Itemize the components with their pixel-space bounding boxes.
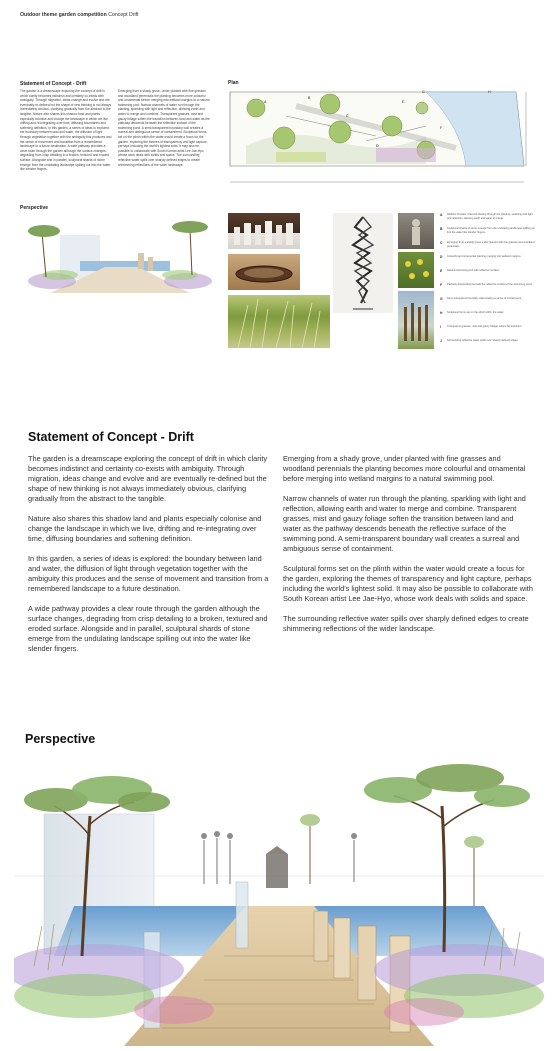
key-text: Pathway descending beneath the reflective surface of the swimming pond.: [447, 283, 533, 286]
key-letter: G: [440, 297, 443, 301]
key-letter: F: [440, 283, 443, 287]
thumb-sketch-svg: [20, 215, 220, 295]
thumb-statement-col2: Emerging from a shady grove, under planted with fine grasses and woodland perennials the planting becomes more colourful and ornamental before merging into wetland margins to a natural swimming pool. Narrow channels of water run through the planting, sparkling with light and reflection, allowing earth and water to merge and combine. Transparent grasses, mist and gauzy foliage soften the transition between land and water as the pathway descends beneath the reflective surface of the swimming pond. A semi-transparent boundary wall creates a surreal and ambiguous sense of containment. Sculptural forms set on the plinth within the water would create a focus for the garden, exploring the themes of transparency and light capture, perhaps including the world's lightest solid. It may also be possible to collaborate with South Korean artist Lee Jae-Hyo, whose work deals with solids and space. The surrounding reflective water spills over sharply defined edges to create shimmering reflections of the wider landscape.: [118, 89, 210, 167]
key-letter: A: [440, 213, 443, 217]
figure-svg: [398, 213, 434, 249]
statement-left-column: [28, 454, 273, 664]
statement-paragraph: The garden is a dreamscape exploring the concept of drift in which clarity becomes indistinct and certainty co-exists with ambiguity. Through migration, ideas change and evolve and are eventually re-defined but the shape of new thinking is not always immediately obvious, clarifying gradually from the abstract to the tangible.: [28, 454, 268, 503]
key-letter: D: [440, 255, 443, 259]
thumb-perspective-title: Perspective: [20, 205, 49, 211]
photo-posts: [398, 291, 434, 349]
header-title: Concept Drift: [108, 12, 139, 18]
page-header: [20, 12, 138, 18]
statement-paragraph: The surrounding reflective water spills over sharply defined edges to create shimmering reflections of the wider landscape.: [283, 614, 529, 633]
plan-drawing: [226, 86, 532, 196]
photo-ring-sculpture: [228, 254, 300, 290]
perspective-illustration: [14, 756, 544, 1046]
plan-label: D: [376, 144, 379, 148]
photo-key-list: [440, 213, 545, 353]
statement-paragraph: Emerging from a shady grove, under planted with fine grasses and woodland perennials the planting becomes more colourful and ornamental before merging into wetland margins to a natural swimming pool.: [283, 454, 526, 483]
flowers-svg: [398, 252, 434, 288]
statement-paragraph: In this garden, a series of ideas is explored: the boundary between land and water, the diffusion of light through vegetation together with the ambiguity this produces and the sense of movement and transition from a remembered landscape to a future destination.: [28, 554, 269, 593]
plan-label: G: [422, 90, 425, 94]
shards-svg: [228, 213, 300, 249]
ring-svg: [228, 254, 300, 290]
key-letter: E: [440, 269, 443, 273]
key-text: Sculptural shards of stone emerge from the undulating landscape spilling out into the water like slender fingers.: [447, 227, 535, 234]
key-text: Semi-transparent boundary wall creating a sense of containment.: [447, 297, 522, 300]
photo-stone-shards: [228, 213, 300, 249]
statement-title: Statement of Concept - Drift: [28, 430, 194, 444]
key-text: Surrounding reflective water spills over sharply defined edges.: [447, 339, 519, 342]
key-text: Shallow rill water channels flowing through the planting, sparkling with light and reflection, allowing earth and water to merge.: [447, 213, 533, 220]
thumb-plan-title: Plan: [228, 80, 239, 86]
plan-svg: [226, 86, 532, 196]
key-letter: C: [440, 241, 443, 245]
key-letter: J: [440, 339, 442, 343]
plan-label: E: [402, 100, 405, 104]
perspective-svg: [14, 756, 544, 1046]
thumb-statement-col1: The garden is a dreamscape exploring the concept of drift in which clarity becomes indistinct and certainty co-exists with ambiguity. Through migration, ideas change and evolve and are eventually re-defined but the shape of new thinking is not always immediately obvious, clarifying gradually from the abstract to the tangible. Nature also shares this shadow land and plants especially colonise and change the landscape in which we live, drifting and re-integrating over time, diffusing boundaries and softening definition. In this garden, a series of ideas is explored: the boundary between land and water, the diffusion of light through vegetation together with the ambiguity this produces and the sense of movement and transition from a remembered landscape to a future destination. A wide pathway provides a clear route through the garden although the surface changes, degrading from crisp detailing to a broken, textured and eroded surface. Alongside and in parallel, sculptural shards of stone emerge from the undulating landscape spilling out into the water like slender fingers.: [20, 89, 112, 172]
key-text: Colourful and ornamental planting merging into wetland margins.: [447, 255, 522, 258]
statement-paragraph: A wide pathway provides a clear route through the garden although the surface changes, degrading from crisp detailing to a broken, textured and eroded surface. Alongside and in parallel, sculptural shards of stone emerge from the undulating landscape spilling out into the water like slender fingers.: [28, 604, 268, 653]
statement-right-column: [283, 454, 533, 644]
plan-label: F: [440, 126, 443, 130]
photo-figure: [398, 213, 434, 249]
perspective-title: Perspective: [25, 732, 96, 746]
key-text: Sculptural forms set on the plinth within the water.: [447, 311, 505, 314]
plan-label: A: [264, 100, 267, 104]
photo-flowers: [398, 252, 434, 288]
photo-chain-sculpture: [333, 213, 393, 313]
thumb-perspective-sketch: [20, 215, 220, 295]
statement-paragraph: Narrow channels of water run through the planting, sparkling with light and reflection, allowing earth and water to merge and combine. Transparent grasses, mist and gauzy foliage soften the transition between land and water as the pathway descends beneath the reflective surface of the swimming pond. A semi-transparent boundary wall creates a surreal and ambiguous sense of containment.: [283, 494, 526, 553]
key-letter: B: [440, 227, 443, 231]
grass-svg: [228, 295, 330, 348]
plan-label: C: [346, 114, 349, 118]
chain-svg: [333, 213, 393, 313]
key-letter: I: [440, 325, 441, 329]
thumb-statement-title: Statement of Concept - Drift: [20, 81, 87, 87]
key-text: Emerging from a shady grove under planted with fine grasses and woodland perennials.: [447, 241, 535, 248]
header-prefix: Outdoor theme garden competition: [20, 12, 107, 18]
key-letter: H: [440, 311, 443, 315]
key-text: Transparent grasses, mist and gauzy foliage soften the transition.: [447, 325, 523, 328]
plan-label: H: [488, 90, 491, 94]
plan-label: B: [308, 96, 311, 100]
key-text: Natural swimming pool with reflective surface.: [447, 269, 500, 272]
statement-paragraph: Sculptural forms set on the plinth within the water would create a focus for the garden, exploring the themes of transparency and light capture, perhaps including the world's lightest solid. It may also be possible to collaborate with South Korean artist Lee Jae-Hyo, whose work deals with solids and space.: [283, 564, 533, 603]
posts-svg: [398, 291, 434, 349]
statement-paragraph: Nature also shares this shadow land and plants especially colonise and change the landscape in which we live, drifting and re-integrating over time, diffusing boundaries and softening definition.: [28, 514, 262, 543]
photo-grasses: [228, 295, 330, 348]
